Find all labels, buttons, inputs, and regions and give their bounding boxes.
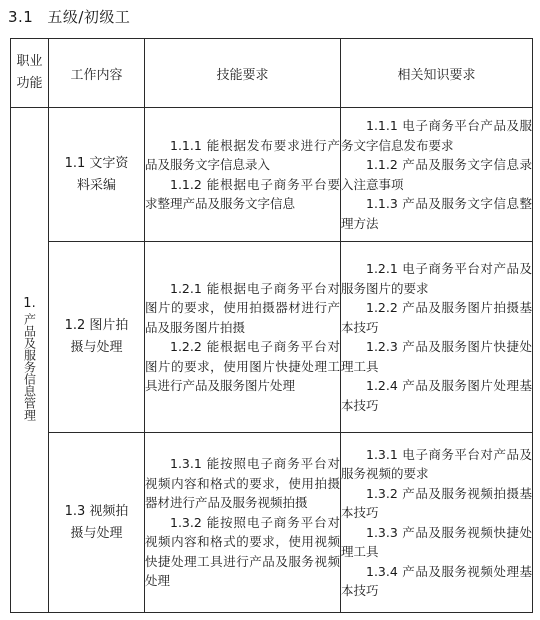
knowledge-cell — [341, 433, 533, 613]
knowledge-item: 1.3.2 产品及服务视频拍摄基本技巧 — [341, 485, 532, 520]
duty-cell — [11, 108, 49, 613]
skill-item: 1.3.2 能按照电子商务平台对视频内容和格式的要求，使用视频快捷处理工具进行产品及服务视频处理 — [145, 514, 340, 589]
section-heading — [8, 6, 130, 27]
table-row — [11, 108, 533, 242]
table-row — [11, 242, 533, 433]
knowledge-item: 1.2.2 产品及服务图片拍摄基本技巧 — [341, 300, 532, 335]
header-row — [11, 39, 533, 108]
skill-item: 1.1.2 能根据电子商务平台要求整理产品及服务文字信息 — [145, 176, 340, 211]
knowledge-item: 1.1.3 产品及服务文字信息整理方法 — [341, 196, 532, 231]
header-knowledge: 相关知识要求 — [341, 39, 533, 108]
header-duty: 职业功能 — [11, 39, 49, 108]
knowledge-item: 1.1.2 产品及服务文字信息录入注意事项 — [341, 157, 532, 192]
standards-table — [10, 38, 533, 613]
skill-item: 1.1.1 能根据发布要求进行产品及服务文字信息录入 — [145, 137, 340, 172]
skills-cell — [145, 108, 341, 242]
knowledge-item: 1.3.3 产品及服务视频快捷处理工具 — [341, 524, 532, 559]
knowledge-item: 1.2.4 产品及服务图片处理基本技巧 — [341, 378, 532, 413]
knowledge-item: 1.2.1 电子商务平台对产品及服务图片的要求 — [341, 261, 532, 296]
duty-number: 1. — [23, 295, 36, 311]
knowledge-cell — [341, 108, 533, 242]
table-row — [11, 433, 533, 613]
knowledge-item: 1.3.4 产品及服务视频处理基本技巧 — [341, 563, 532, 598]
work-content-cell: 1.3 视频拍摄与处理 — [49, 433, 145, 613]
skills-cell — [145, 433, 341, 613]
knowledge-item: 1.2.3 产品及服务图片快捷处理工具 — [341, 339, 532, 374]
knowledge-cell — [341, 242, 533, 433]
knowledge-item: 1.1.1 电子商务平台产品及服务文字信息发布要求 — [341, 118, 532, 153]
skills-cell — [145, 242, 341, 433]
work-content-cell: 1.2 图片拍摄与处理 — [49, 242, 145, 433]
knowledge-item: 1.3.1 电子商务平台对产品及服务视频的要求 — [341, 446, 532, 481]
duty-name: 产品及服务信息管理 — [22, 312, 37, 421]
skill-item: 1.2.1 能根据电子商务平台对图片的要求，使用拍摄器材进行产品及服务图片拍摄 — [145, 280, 340, 335]
section-title: 五级/初级工 — [47, 8, 131, 26]
header-skills: 技能要求 — [145, 39, 341, 108]
skill-item: 1.2.2 能根据电子商务平台对图片的要求，使用图片快捷处理工具进行产品及服务图片处理 — [145, 339, 340, 393]
work-content-cell: 1.1 文字资料采编 — [49, 108, 145, 242]
section-number: 3.1 — [8, 8, 34, 26]
skill-item: 1.3.1 能按照电子商务平台对视频内容和格式的要求，使用拍摄器材进行产品及服务视频拍摄 — [145, 456, 340, 511]
header-work: 工作内容 — [49, 39, 145, 108]
